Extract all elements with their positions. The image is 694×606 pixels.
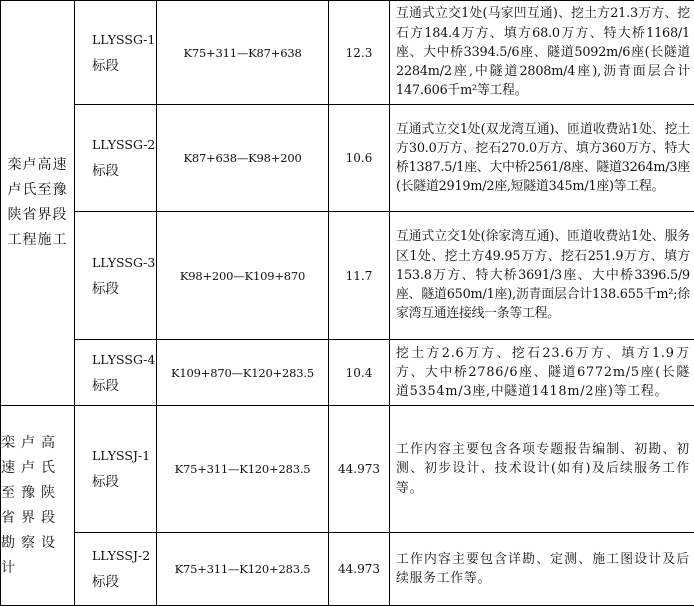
section-code-cell — [75, 533, 157, 606]
section-code: LLYSSJ-1 — [92, 443, 156, 469]
work-description-cell: 互通式立交1处(马家凹互通)、挖土方21.3万方、挖石方184.4万方、填方68.0万方、特大桥1168/1座、大中桥3394.5/6座、隧道5092m/6座(长隧道2284m/2座,中隧道2808m/4座),沥青面层合计147.606千m²等工程。 — [390, 1, 694, 105]
table-row — [1, 406, 694, 533]
group-survey-design-cell: 栾卢高速卢氏至豫陕省界段勘察设计 — [1, 406, 75, 606]
section-code-cell — [75, 105, 157, 212]
section-label: 标段 — [92, 373, 156, 399]
section-code-cell — [75, 406, 157, 533]
group-construction-cell: 栾卢高速卢氏至豫陕省界段工程施工 — [1, 1, 75, 406]
stake-range-cell: K75+311—K120+283.5 — [157, 533, 329, 606]
section-label: 标段 — [92, 469, 156, 495]
table-row — [1, 105, 694, 212]
section-label: 标段 — [92, 53, 156, 79]
length-cell: 44.973 — [329, 406, 390, 533]
section-code: LLYSSG-3 — [92, 250, 156, 276]
section-label: 标段 — [92, 276, 156, 302]
stake-range-cell: K75+311—K120+283.5 — [157, 406, 329, 533]
table-row — [1, 1, 694, 105]
work-description-cell: 工作内容主要包含详勘、定测、施工图设计及后续服务工作等。 — [390, 533, 694, 606]
section-code: LLYSSG-2 — [92, 132, 156, 158]
section-label: 标段 — [92, 158, 156, 184]
length-cell: 44.973 — [329, 533, 390, 606]
section-code-cell — [75, 340, 157, 406]
section-code: LLYSSG-4 — [92, 347, 156, 373]
work-description-cell: 工作内容主要包含各项专题报告编制、初勘、初测、初步设计、技术设计(如有)及后续服务工作等。 — [390, 406, 694, 533]
work-description-cell: 挖土方2.6万方、挖石23.6万方、填方1.9万方、大中桥2786/6座、隧道6772m/5座(长隧道5354m/3座,中隧道1418m/2座)等工程。 — [390, 340, 694, 406]
stake-range-cell: K75+311—K87+638 — [157, 1, 329, 105]
stake-range-cell: K109+870—K120+283.5 — [157, 340, 329, 406]
section-code: LLYSSG-1 — [92, 27, 156, 53]
table-row — [1, 212, 694, 340]
work-description-cell: 互通式立交1处(徐家湾互通)、匝道收费站1处、服务区1处、挖土方49.95万方、挖石251.9万方、填方153.8万方、特大桥3691/3座、大中桥3396.5/9座、隧道650m/1座),沥青面层合计138.655千m²;徐家湾互通连接线一条等工程。 — [390, 212, 694, 340]
section-code-cell — [75, 1, 157, 105]
length-cell: 10.4 — [329, 340, 390, 406]
length-cell: 10.6 — [329, 105, 390, 212]
length-cell: 11.7 — [329, 212, 390, 340]
section-code-cell — [75, 212, 157, 340]
section-code: LLYSSJ-2 — [92, 543, 156, 569]
stake-range-cell: K98+200—K109+870 — [157, 212, 329, 340]
table-row — [1, 340, 694, 406]
length-cell: 12.3 — [329, 1, 390, 105]
work-description-cell: 互通式立交1处(双龙湾互通)、匝道收费站1处、挖土方30.0万方、挖石270.0万方、填方360万方、特大桥1387.5/1座、大中桥2561/8座、隧道3264m/3座(长隧道2919m/2座,短隧道345m/1座)等工程。 — [390, 105, 694, 212]
table-row — [1, 533, 694, 606]
stake-range-cell: K87+638—K98+200 — [157, 105, 329, 212]
section-label: 标段 — [92, 569, 156, 595]
